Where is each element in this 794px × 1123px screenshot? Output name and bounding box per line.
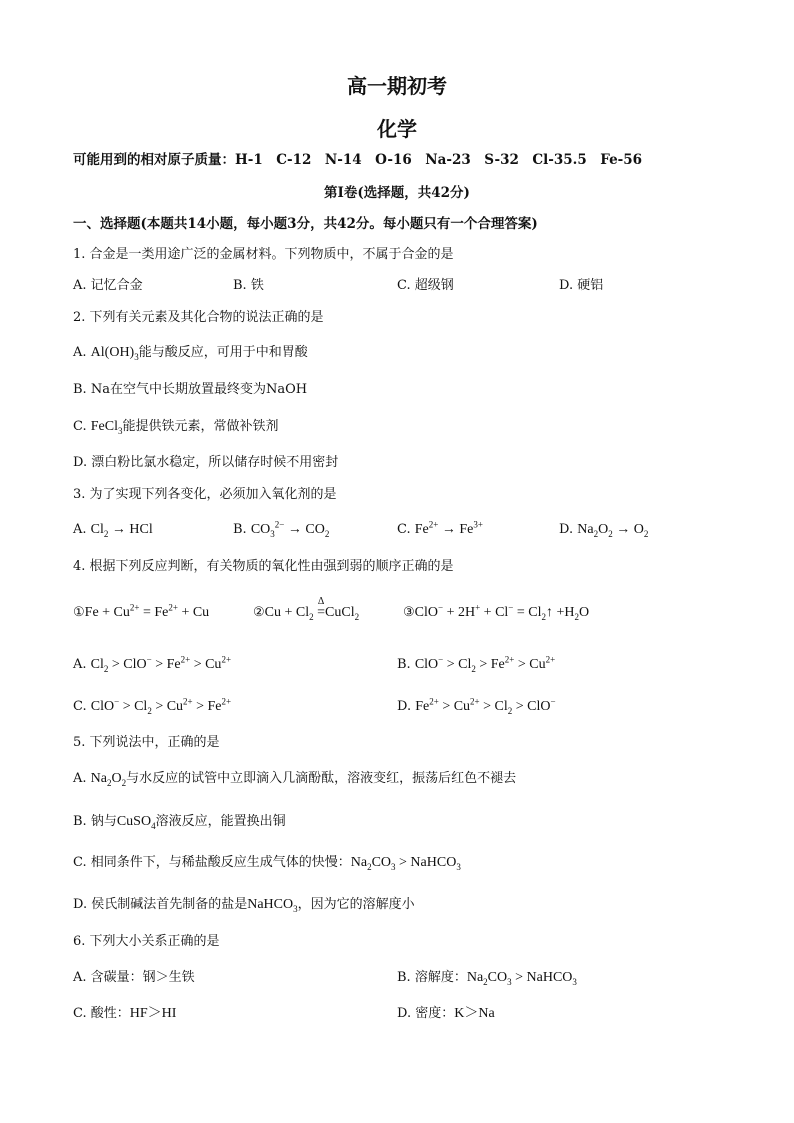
q4-option-a: A. $Cl_2 > ClO^- > Fe^{2+} > Cu^{2+}$ (73, 654, 232, 674)
q2-option-c (73, 418, 279, 436)
question-3-stem: 3. 为了实现下列各变化，必须加入氧化剂的是 (73, 487, 337, 502)
q1-option-c: C. 超级钢 (397, 278, 454, 293)
atomic-masses: 可能用到的相对原子质量：H-1 C-12 N-14 O-16 Na-23 S-32 Cl-35.5 Fe-56 (73, 152, 643, 168)
q3-option-b: B. $CO_3^{2-} \to CO_2$ (233, 519, 330, 539)
q5-option-c: C. 相同条件下，与稀盐酸反应生成气体的快慢：$Na_2CO_3$ > NaHCO$_3$ (73, 855, 461, 872)
question-6-stem: 6. 下列大小关系正确的是 (73, 934, 220, 949)
q4-reaction-3: ③ClO− + $2H^+ + Cl^- = Cl_2↑ +H_2O$ (403, 602, 590, 622)
q5-option-b: B. 钠与CuSO$_4$溶液反应，能置换出铜 (73, 814, 286, 831)
q6-option-b: B. 溶解度：$Na_2CO_3$ > NaHCO$_3$ (397, 970, 577, 987)
question-1-stem: 1. 合金是一类用途广泛的金属材料。下列物质中，不属于合金的是 (73, 247, 454, 262)
section-heading: 一、选择题(本题共14小题，每小题3分，共42分。每小题只有一个合理答案) (73, 216, 538, 232)
q5-option-a: A. $Na_2O_2$与水反应的试管中立即滴入几滴酚酞，溶液变红，振荡后红色不褪去 (73, 771, 517, 788)
question-5-stem: 5. 下列说法中，正确的是 (73, 735, 220, 750)
exam-title: 高一期初考 (347, 74, 447, 98)
q1-option-a: A. 记忆合金 (73, 278, 143, 293)
q6-option-a: A. 含碳量：钢＞生铁 (73, 970, 195, 985)
q2-option-b: B. Na在空气中长期放置最终变为NaOH (73, 382, 308, 397)
q6-option-d: D. 密度：K＞Na (397, 1006, 495, 1021)
q2-c-formula: FeCl$_3$ (90, 419, 123, 436)
q2-option-d: D. 漂白粉比氯水稳定，所以储存时候不用密封 (73, 455, 339, 470)
q2-a-label: A. (73, 345, 87, 360)
q4-reaction-1: ①Fe + $Cu^{2+} = Fe^{2+} + Cu$ (73, 602, 210, 620)
question-2-stem: 2. 下列有关元素及其化合物的说法正确的是 (73, 310, 324, 325)
q4-option-d: D. $Fe^{2+} > Cu^{2+} > Cl_2 > ClO^-$ (397, 696, 556, 716)
q4-option-b: B. $ClO^- > Cl_2 > Fe^{2+} > Cu^{2+}$ (397, 654, 556, 674)
part-heading: 第I卷(选择题，共42分) (324, 185, 470, 201)
q2-c-text: 能提供铁元素，常做补铁剂 (122, 419, 279, 434)
q2-option-a (73, 344, 308, 362)
q4-reaction-2: ②Cu + $Cl_2$ Δ =CuCl$_2$ (253, 596, 360, 622)
q2-a-text: 能与酸反应，可用于中和胃酸 (138, 345, 308, 360)
q4-option-c: C. $ClO^- > Cl_2 > Cu^{2+} > Fe^{2+}$ (73, 696, 232, 716)
q2-a-formula: $Al(OH)_3$ (90, 345, 139, 362)
q3-option-c: C. $Fe^{2+} \to Fe^{3+}$ (397, 519, 483, 537)
question-4-stem: 4. 根据下列反应判断，有关物质的氧化性由强到弱的顺序正确的是 (73, 559, 454, 574)
q2-c-label: C. (73, 419, 87, 434)
subject-title: 化学 (377, 117, 417, 141)
q5-option-d: D. 侯氏制碱法首先制备的盐是NaHCO$_3$，因为它的溶解度小 (73, 897, 415, 914)
q1-option-b: B. 铁 (233, 278, 264, 293)
q3-option-a: A. $Cl_2$ → HCl (73, 522, 153, 539)
q3-option-d: D. $Na_2O_2 \to O_2$ (559, 522, 649, 539)
q1-option-d: D. 硬铝 (559, 278, 604, 293)
q6-option-c: C. 酸性：HF＞HI (73, 1006, 177, 1021)
